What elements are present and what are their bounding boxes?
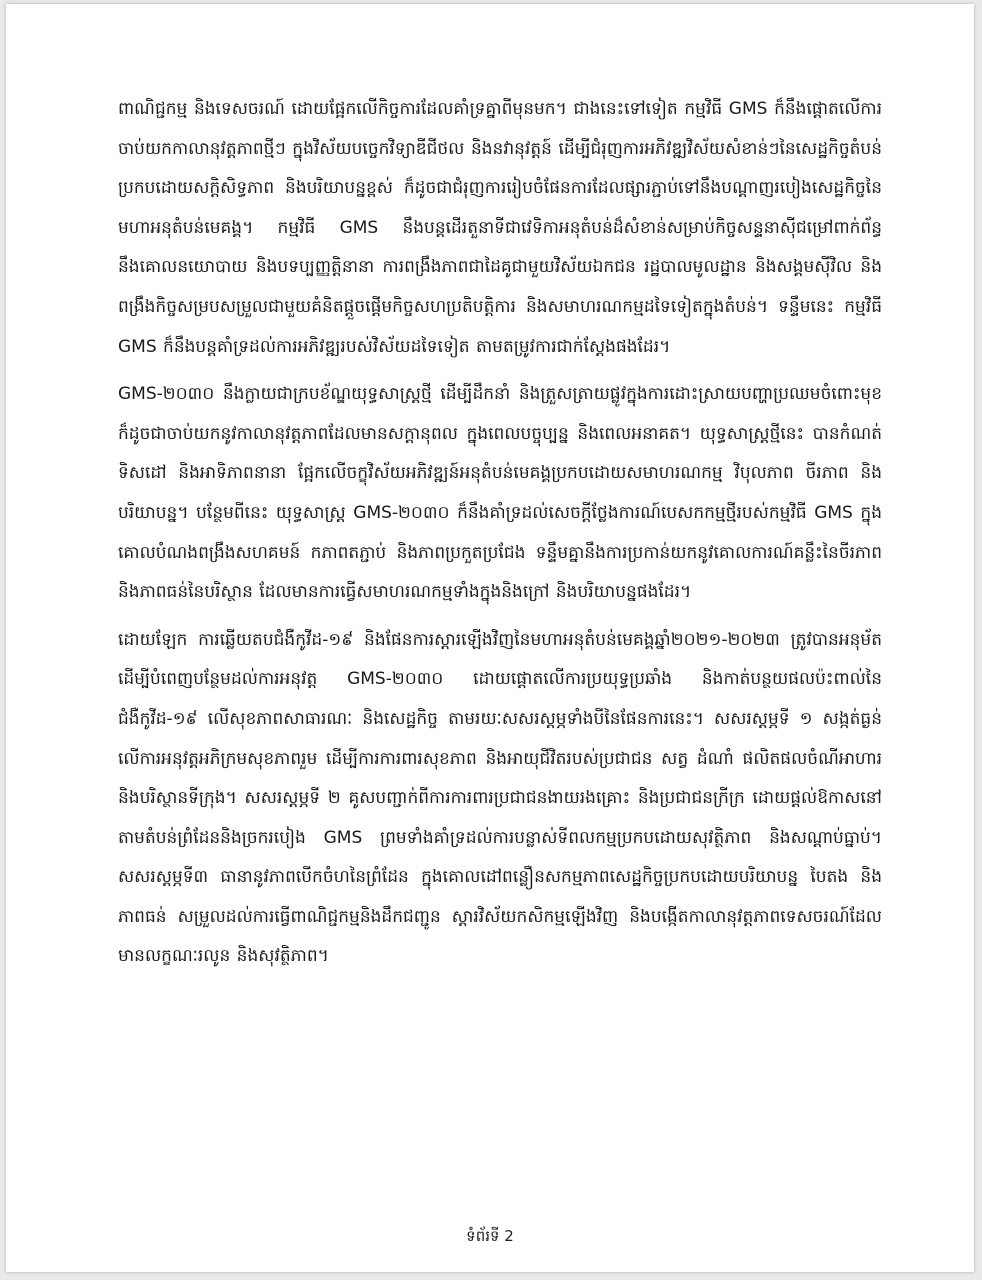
paragraph-3: ដោយឡែក ការឆ្លើយតបជំងឺកូវីដ-១៩ និងផែនការស្តារឡើងវិញនៃមហាអនុតំបន់មេគង្គឆ្នាំ២០២១-២០២៣ ត្រូវបានអនុម័ត ដើម្បីបំពេញបន្ថែមដល់ការអនុវត្ត GMS-២០៣០ ដោយផ្តោតលើការប្រយុទ្ធប្រឆាំង និងកាត់បន្ថយផលប៉ះពាល់នៃជំងឺកូវីដ-១៩ លើសុខភាពសាធារណៈ និងសេដ្ឋកិច្ច តាមរយៈសសរស្តម្ភទាំងបីនៃផែនការនេះ។ សសរស្តម្ភទី ១ សង្កត់ធ្ងន់លើការអនុវត្តអភិក្រមសុខភាពរួម ដើម្បីការការពារសុខភាព និងអាយុជីវិតរបស់ប្រជាជន សត្វ ដំណាំ ផលិតផលចំណីអាហារ និងបរិស្ថានទីក្រុង។ សសរស្តម្ភទី ២ គូសបញ្ជាក់ពីការការពារប្រជាជនងាយរងគ្រោះ និងប្រជាជនក្រីក្រ ដោយផ្តល់ឱកាសនៅតាមតំបន់ព្រំដែននិងច្រករបៀង GMS ព្រមទាំងគាំទ្រដល់ការបន្លាស់ទីពលកម្មប្រកបដោយសុវត្ថិភាព និងសណ្តាប់ធ្នាប់។ សសរស្តម្ភទី៣ ធានានូវភាពបើកចំហនៃព្រំដែន ក្នុងគោលដៅពន្លឿនសកម្មភាពសេដ្ឋកិច្ចប្រកបដោយបរិយាបន្ន បៃតង និងភាពធន់ សម្រួលដល់ការធ្វើពាណិជ្ជកម្មនិងដឹកជញ្ជូន ស្តារវិស័យកសិកម្មឡើងវិញ និងបង្កើតកាលានុវត្តភាពទេសចរណ៍ដែលមានលក្ខណៈរលូន និងសុវត្ថិភាព។ (118, 629, 882, 967)
document-page (6, 4, 974, 1272)
page-number: ទំព័រទី 2 (466, 1227, 514, 1245)
document-body (118, 90, 882, 985)
paragraph-2: GMS-២០៣០ នឹងក្លាយជាក្របខ័ណ្ឌយុទ្ធសាស្ត្រថ្មី ដើម្បីដឹកនាំ និងត្រួសត្រាយផ្លូវក្នុងការដោះស្រាយបញ្ហាប្រឈមចំពោះមុខ ក៏ដូចជាចាប់យកនូវកាលានុវត្តភាពដែលមានសក្តានុពល ក្នុងពេលបច្ចុប្បន្ន និងពេលអនាគត។ យុទ្ធសាស្ត្រថ្មីនេះ បានកំណត់ទិសដៅ និងអាទិភាពនានា ផ្អែកលើចក្ខុវិស័យអភិវឌ្ឍន៍អនុតំបន់មេគង្គប្រកបដោយសមាហរណកម្ម វិបុលភាព ចីរភាព និងបរិយាបន្ន។ បន្ថែមពីនេះ យុទ្ធសាស្ត្រ GMS-២០៣០ ក៏នឹងគាំទ្រដល់សេចក្តីថ្លែងការណ៍បេសកកម្មថ្មីរបស់កម្មវិធី GMS ក្នុងគោលបំណងពង្រឹងសហគមន៍ កភាពតភ្ជាប់ និងភាពប្រកួតប្រជែង ទន្ទឹមគ្នានឹងការប្រកាន់យកនូវគោលការណ៍គន្លឹះនៃចីរភាពនិងភាពធន់នៃបរិស្ថាន ដែលមានការធ្វើសមាហរណកម្មទាំងក្នុងនិងក្រៅ និងបរិយាបន្នផងដែរ។ (118, 384, 882, 603)
paragraph-1: ពាណិជ្ជកម្ម និងទេសចរណ៍ ដោយផ្អែកលើកិច្ចការដែលគាំទ្រគ្នាពីមុនមក។ ជាងនេះទៅទៀត កម្មវិធី GMS ក៏នឹងផ្តោតលើការចាប់យកកាលានុវត្តភាពថ្មីៗ ក្នុងវិស័យបច្ចេកវិទ្យាឌីជីថល និងនវានុវត្តន៍ ដើម្បីជំរុញការអភិវឌ្ឍវិស័យសំខាន់ៗនៃសេដ្ឋកិច្ចតំបន់ ប្រកបដោយសក្តិសិទ្ធភាព និងបរិយាបន្នខ្ពស់ ក៏ដូចជាជំរុញការរៀបចំផែនការដែលផ្សារភ្ជាប់ទៅនឹងបណ្តាញរបៀងសេដ្ឋកិច្ចនៃមហាអនុតំបន់មេគង្គ។ កម្មវិធី GMS នឹងបន្តដើរតួនាទីជាវេទិកាអនុតំបន់ដ៏សំខាន់សម្រាប់កិច្ចសន្ទនាស៊ីជម្រៅពាក់ព័ន្ធនឹងគោលនយោបាយ និងបទប្បញ្ញត្តិនានា ការពង្រឹងភាពជាដៃគូជាមួយវិស័យឯកជន រដ្ឋបាលមូលដ្ឋាន និងសង្គមស៊ីវិល និងពង្រឹងកិច្ចសម្របសម្រួលជាមួយគំនិតផ្តួចផ្តើមកិច្ចសហប្រតិបត្តិការ និងសមាហរណកម្មដទៃទៀតក្នុងតំបន់។ ទន្ទឹមនេះ កម្មវិធី GMS ក៏នឹងបន្តគាំទ្រដល់ការអភិវឌ្ឍរបស់វិស័យដទៃទៀត តាមតម្រូវការជាក់ស្តែងផងដែរ។ (118, 99, 882, 357)
